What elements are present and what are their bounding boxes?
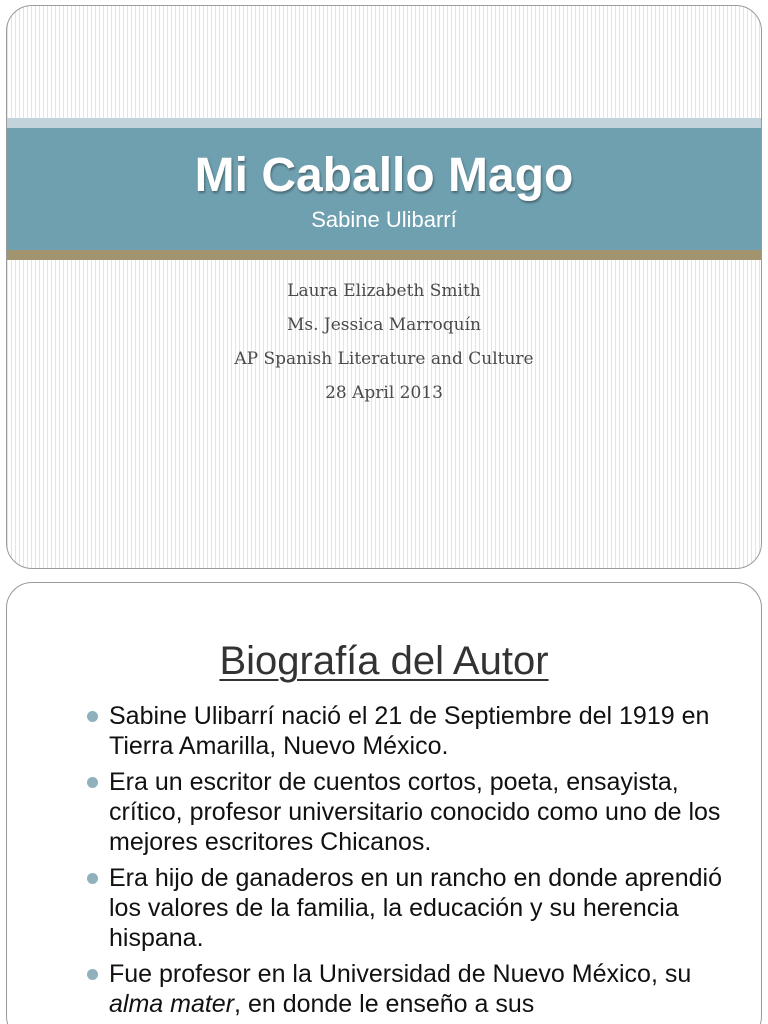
bullet-text-after: , en donde le enseño a sus (234, 990, 535, 1018)
biography-bullet-list (87, 701, 731, 1024)
slide-title: Mi Caballo Mago (194, 149, 574, 202)
bullet-dot-icon (87, 969, 98, 980)
title-band (7, 128, 761, 250)
course-name: AP Spanish Literature and Culture (234, 349, 534, 369)
list-item (87, 959, 731, 1019)
bullet-text-before: Fue profesor en la Universidad de Nuevo México, su (109, 960, 692, 988)
teacher-name: Ms. Jessica Marroquín (286, 315, 481, 335)
bullet-text-emphasis: alma mater (109, 990, 235, 1018)
list-item (87, 863, 731, 953)
title-band-top-stripe (7, 118, 761, 128)
bullet-dot-icon (87, 711, 98, 722)
student-name: Laura Elizabeth Smith (287, 281, 481, 301)
bullet-text: Sabine Ulibarrí nació el 21 de Septiembre del 1919 en Tierra Amarilla, Nuevo México. (109, 702, 710, 760)
biography-title: Biografía del Autor (219, 639, 549, 683)
list-item (87, 701, 731, 761)
bullet-dot-icon (87, 873, 98, 884)
title-band-bottom-stripe (7, 250, 761, 260)
bullet-text: Era hijo de ganaderos en un rancho en donde aprendió los valores de la familia, la educación y su herencia hispana. (109, 864, 722, 952)
slide-subtitle: Sabine Ulibarrí (311, 207, 457, 232)
bullet-text: Era un escritor de cuentos cortos, poeta, ensayista, crítico, profesor universitario conocido como uno de los mejores escritores Chicanos. (109, 768, 721, 856)
biography-slide (6, 582, 762, 1024)
list-item (87, 767, 731, 857)
title-slide (6, 5, 762, 569)
bullet-dot-icon (87, 777, 98, 788)
author-info (7, 274, 761, 410)
presentation-date: 28 April 2013 (325, 383, 443, 403)
